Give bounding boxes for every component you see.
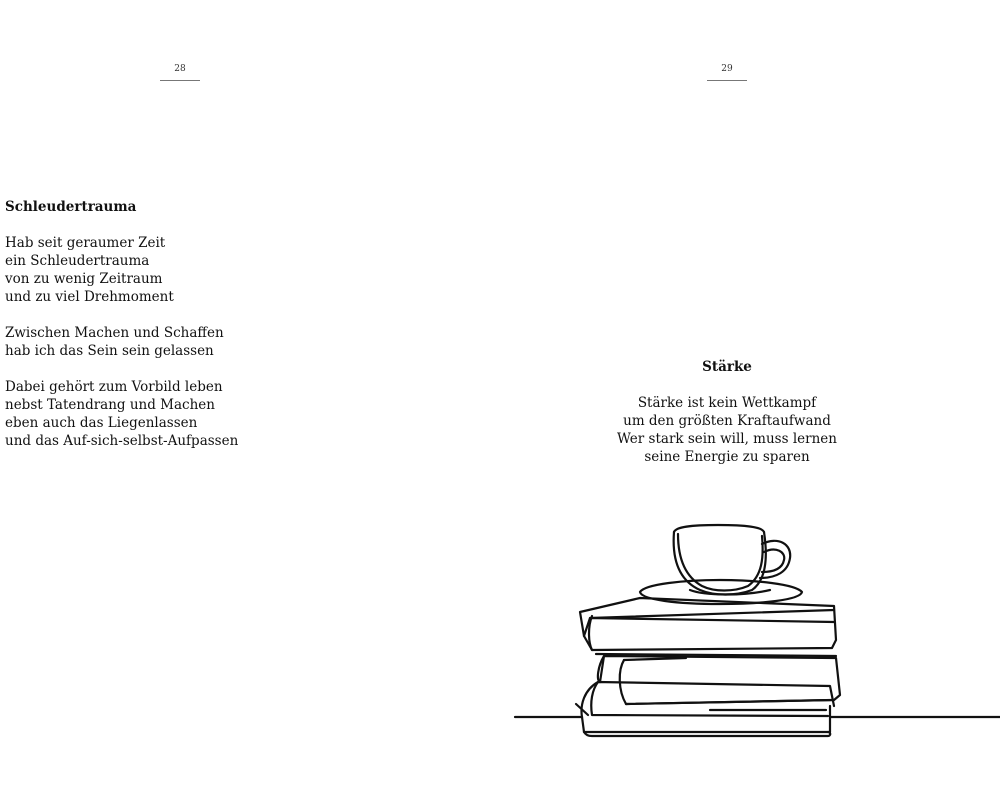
stanza-3: [5, 378, 305, 450]
poem-title-left: Schleudertrauma: [5, 199, 137, 215]
poem-line: Zwischen Machen und Schaffen: [5, 325, 224, 341]
poem-line: nebst Tatendrang und Machen: [5, 397, 215, 413]
poem-title-right: Stärke: [702, 359, 752, 375]
stanza-2: [5, 324, 305, 360]
poem-line: und das Auf-sich-selbst-Aufpassen: [5, 433, 239, 449]
poem-line: ein Schleudertrauma: [5, 253, 150, 269]
page-number-right: 29: [721, 64, 733, 74]
cup-on-books-line-drawing-icon: [500, 510, 1000, 750]
poem-schleudertrauma: [5, 198, 305, 468]
page-number-rule-left: [160, 80, 200, 81]
stanza-1: [500, 394, 954, 466]
poem-line: Stärke ist kein Wettkampf: [637, 395, 817, 411]
poem-staerke: [500, 358, 954, 466]
poem-line: um den größten Kraftaufwand: [623, 413, 831, 429]
poem-line: und zu viel Drehmoment: [5, 289, 174, 305]
right-page: [500, 0, 1000, 800]
poem-line: Dabei gehört zum Vorbild leben: [5, 379, 223, 395]
page-number-left: 28: [174, 64, 186, 74]
stanza-1: [5, 234, 305, 306]
poem-line: seine Energie zu sparen: [644, 449, 810, 465]
poem-line: hab ich das Sein sein gelassen: [5, 343, 214, 359]
poem-line: von zu wenig Zeitraum: [5, 271, 163, 287]
poem-line: eben auch das Liegenlassen: [5, 415, 198, 431]
page-number-rule-right: [707, 80, 747, 81]
poem-line: Hab seit geraumer Zeit: [5, 235, 166, 251]
poem-line: Wer stark sein will, muss lernen: [617, 431, 837, 447]
